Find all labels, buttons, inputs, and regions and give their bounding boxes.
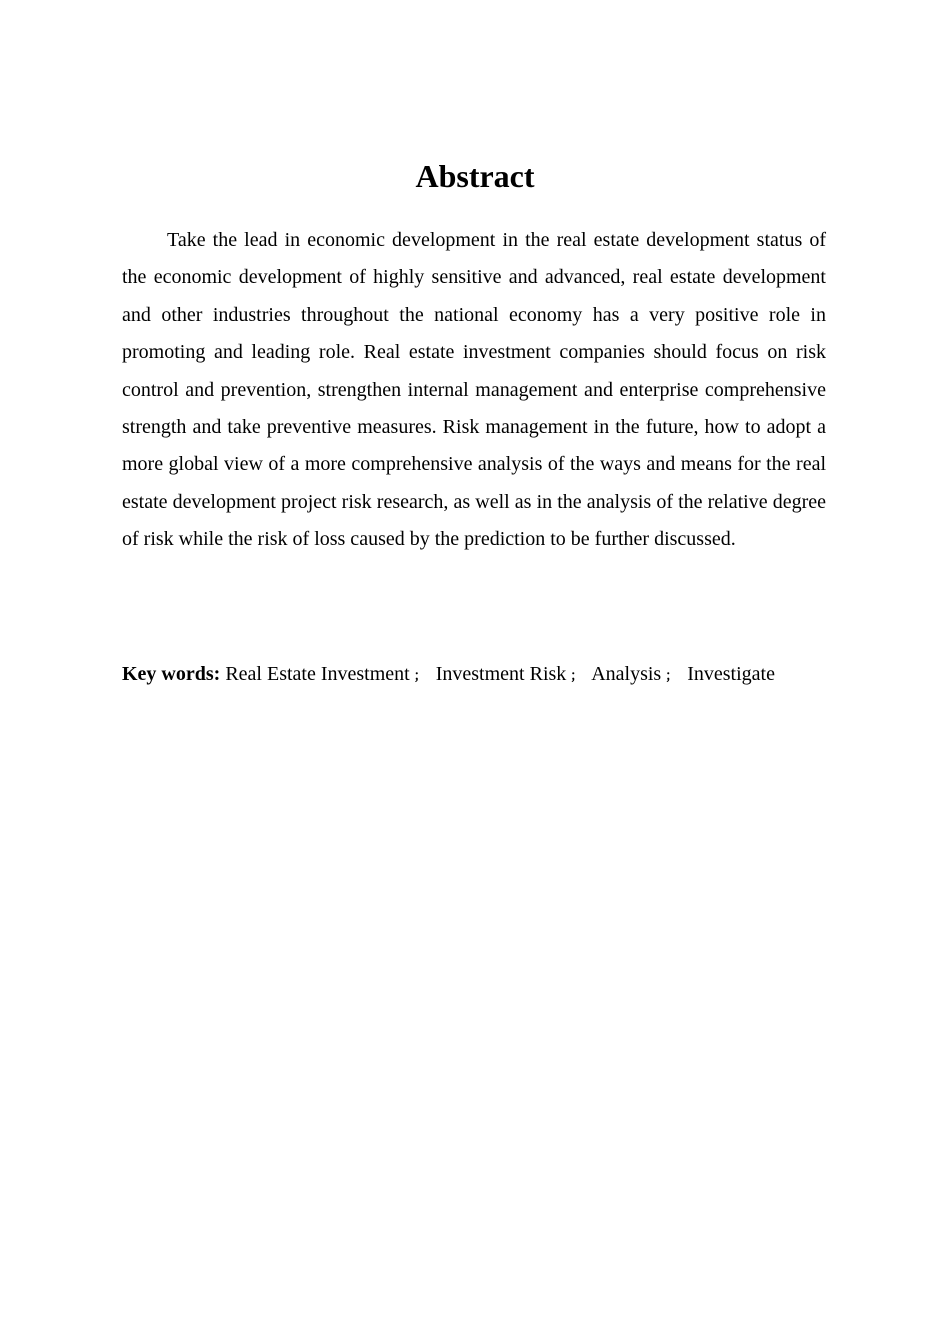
abstract-title: Abstract — [415, 158, 535, 194]
keywords-label: Key words: — [122, 663, 221, 685]
keyword-separator: ； — [665, 668, 679, 683]
keyword-item: Investigate — [687, 663, 775, 685]
keyword-item: Real Estate Investment — [225, 663, 410, 685]
keyword-separator: ； — [413, 668, 427, 683]
keywords-line — [122, 662, 826, 688]
keyword-separator: ； — [570, 668, 584, 683]
keyword-item: Investment Risk — [435, 663, 567, 685]
abstract-paragraph: Take the lead in economic development in the real estate development status of the economic development of highly sensitive and advanced, real estate development and other industries throughout the national economy has a very positive role in promoting and leading role. Real estate investment companies should focus on risk control and prevention, strengthen internal management and enterprise comprehensive strength and take preventive measures. Risk management in the future, how to adopt a more global view of a more comprehensive analysis of the ways and means for the real estate development project risk research, as well as in the analysis of the relative degree of risk while the risk of loss caused by the prediction to be further discussed. — [122, 229, 826, 551]
keyword-item: Analysis — [591, 663, 662, 685]
